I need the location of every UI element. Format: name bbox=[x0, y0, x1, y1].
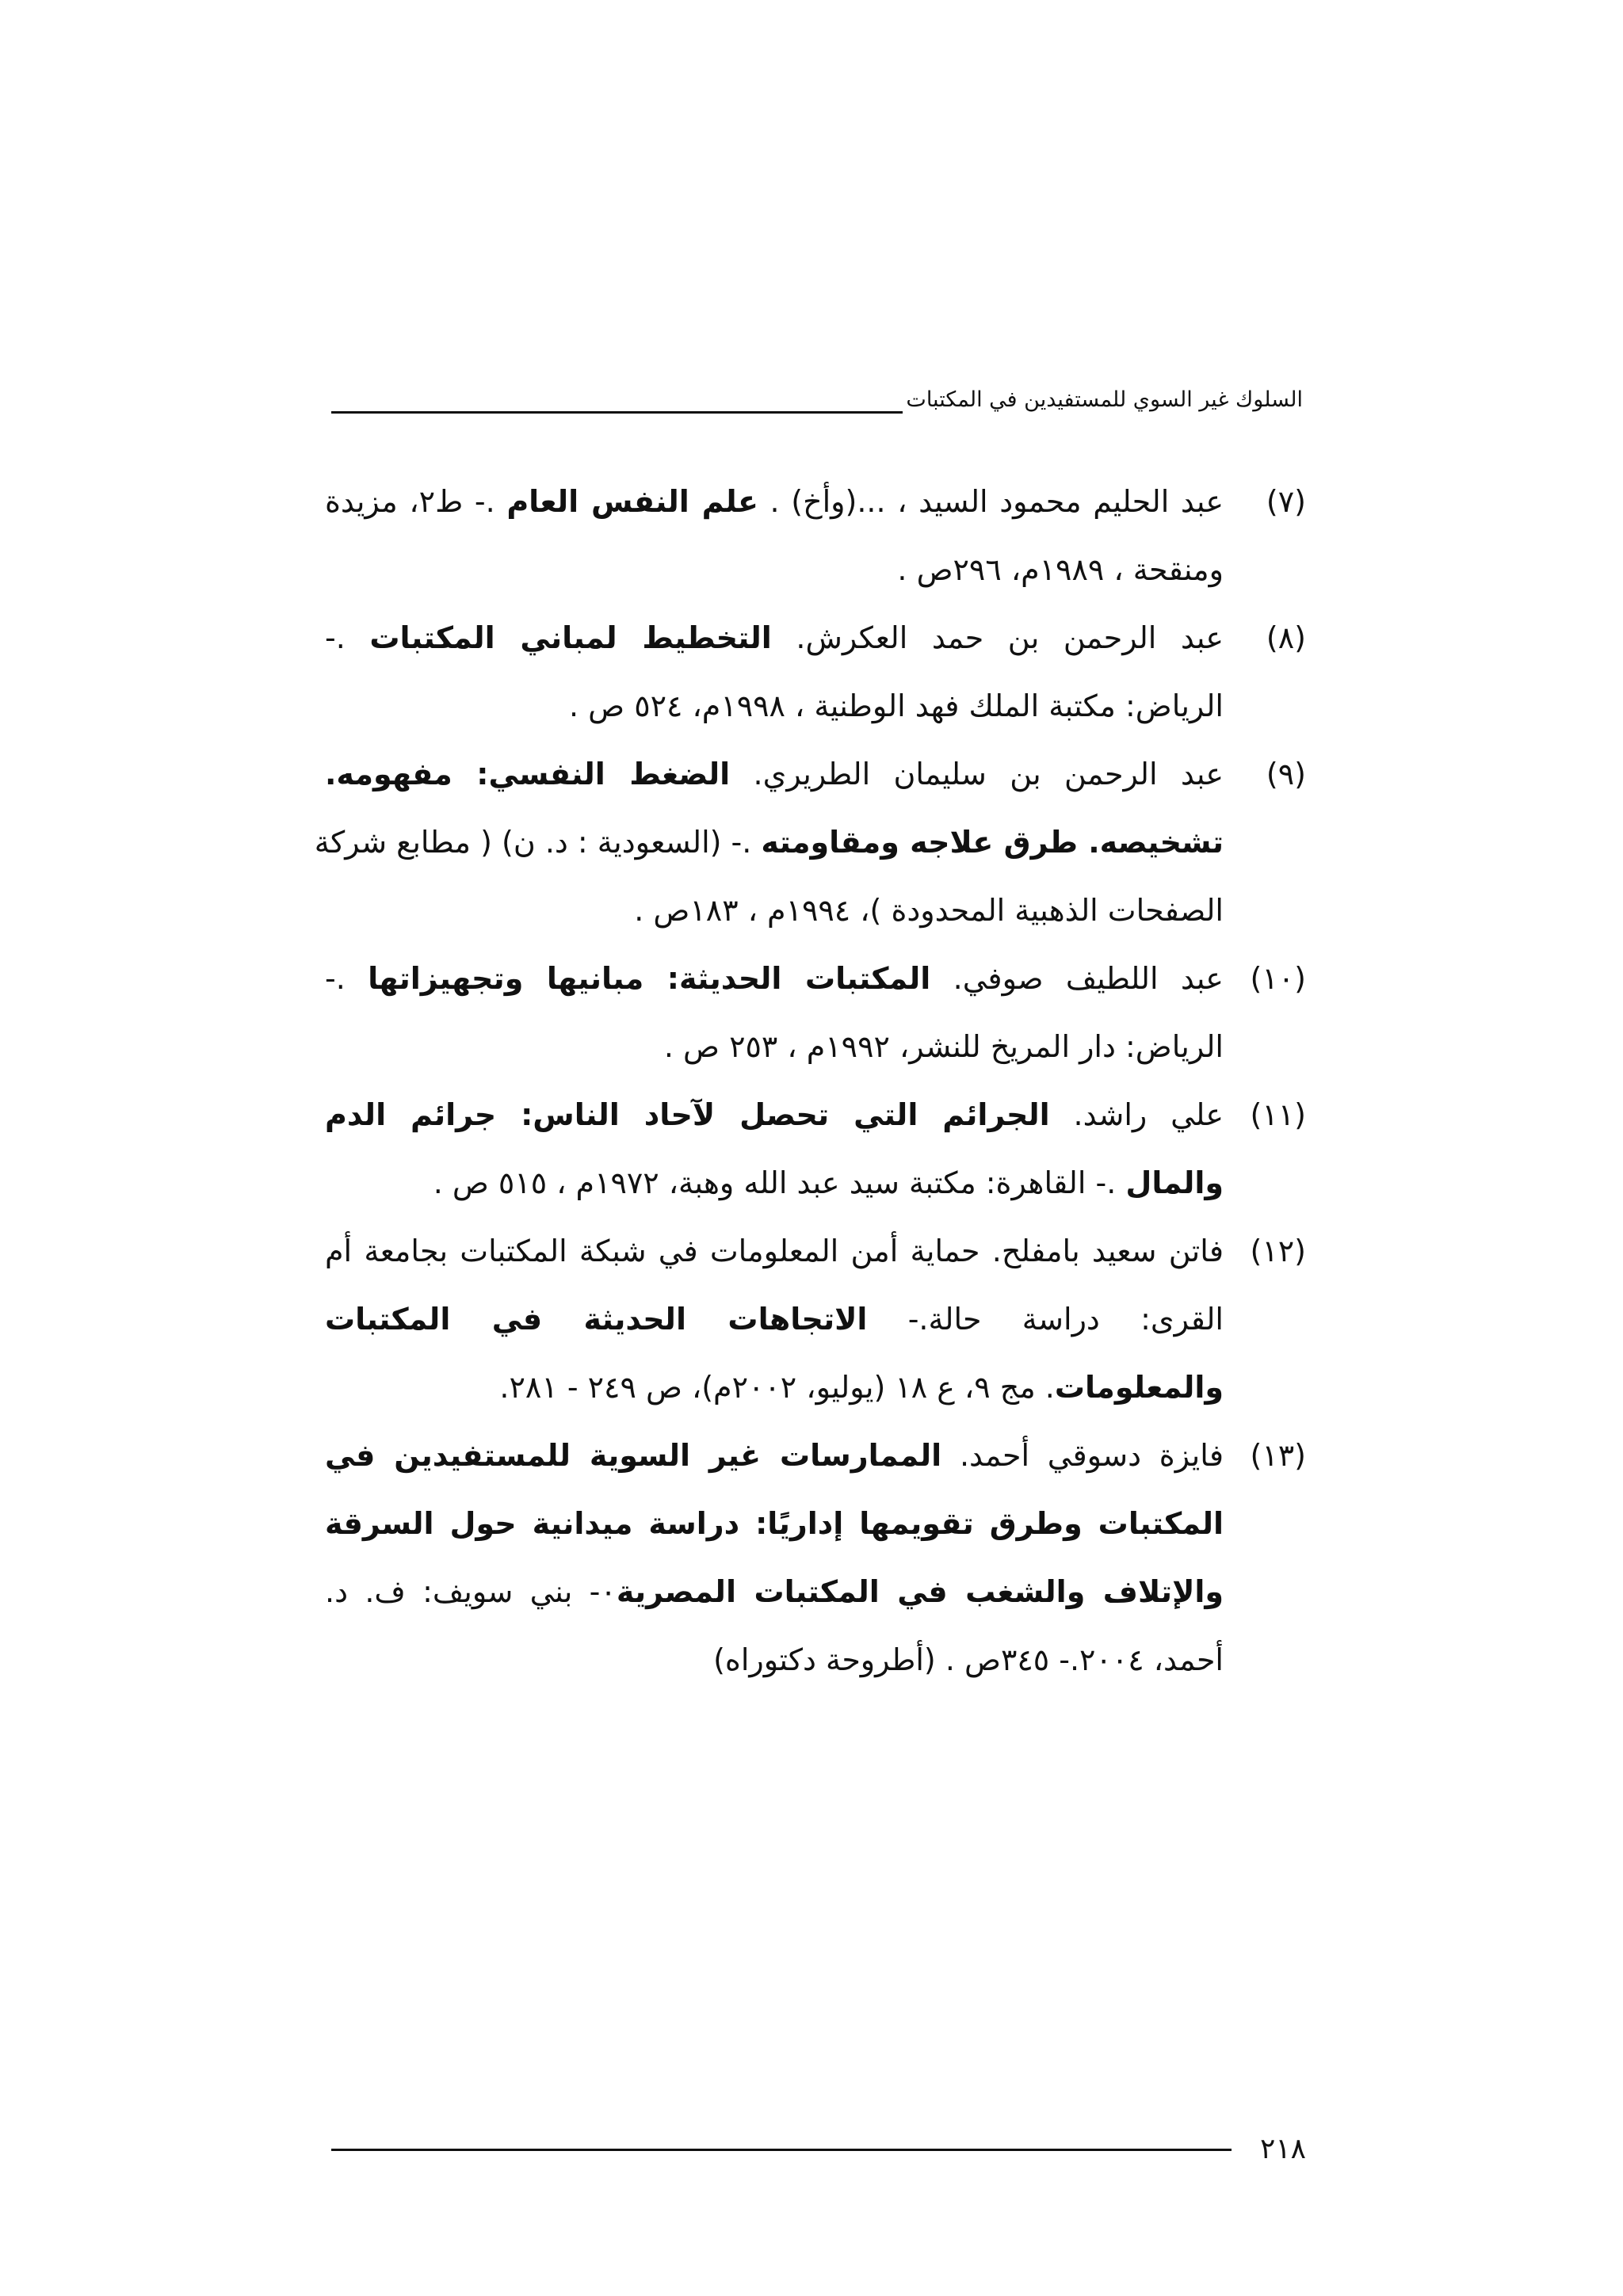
reference-text: عبد الحليم محمود السيد ، ...(وأخ) . bbox=[758, 484, 1224, 519]
reference-text: .- القاهرة: مكتبة سيد عبد الله وهبة، ١٩٧٢م ، ٥١٥ ص . bbox=[433, 1165, 1126, 1200]
reference-text: علي راشد. bbox=[1049, 1097, 1224, 1132]
reference-entry bbox=[325, 1081, 1306, 1217]
reference-entry bbox=[314, 740, 1306, 944]
reference-number: (٩) bbox=[1266, 757, 1306, 791]
reference-line bbox=[325, 1149, 1224, 1217]
page-footer bbox=[331, 2130, 1306, 2169]
reference-line bbox=[325, 672, 1224, 740]
reference-title: الممارسات غير السوية للمستفيدين في bbox=[325, 1438, 942, 1473]
running-title: السلوك غير السوي للمستفيدين في المكتبات bbox=[906, 387, 1303, 412]
reference-entry bbox=[325, 1421, 1306, 1694]
reference-text: . مج ٩، ع ١٨ (يوليو، ٢٠٠٢م)، ص ٢٤٩ - ٢٨١. bbox=[499, 1370, 1055, 1405]
reference-line bbox=[325, 876, 1224, 944]
reference-number: (٧) bbox=[1266, 484, 1306, 519]
reference-text: الصفحات الذهبية المحدودة )، ١٩٩٤م ، ١٨٣ص . bbox=[634, 893, 1224, 928]
reference-title: تشخيصه. طرق علاجه ومقاومته bbox=[761, 825, 1224, 860]
reference-title: المكتبات الحديثة: مبانيها وتجهيزاتها bbox=[368, 961, 931, 996]
reference-text: فاتن سعيد بامفلح. حماية أمن المعلومات في شبكة المكتبات بجامعة أم bbox=[325, 1234, 1224, 1268]
reference-number: (٨) bbox=[1266, 620, 1306, 655]
reference-entry bbox=[325, 604, 1306, 740]
reference-number: (١٠) bbox=[1250, 961, 1306, 996]
reference-title: المكتبات وطرق تقويمها إداريًا: دراسة ميدانية حول السرقة bbox=[325, 1506, 1224, 1541]
reference-number: (١٣) bbox=[1250, 1438, 1306, 1473]
reference-title: والإتلاف والشغب في المكتبات المصرية bbox=[616, 1574, 1224, 1609]
reference-line bbox=[325, 740, 1224, 808]
reference-line bbox=[325, 1626, 1224, 1694]
reference-line bbox=[325, 1013, 1224, 1081]
reference-text: عبد اللطيف صوفي. bbox=[930, 961, 1224, 996]
reference-entry bbox=[325, 1217, 1306, 1421]
reference-title: والمعلومات bbox=[1054, 1370, 1224, 1405]
reference-number: (١٢) bbox=[1250, 1234, 1306, 1268]
header-rule bbox=[331, 411, 903, 414]
reference-text: .- ط٢، مزيدة bbox=[325, 484, 507, 519]
reference-text: .- bbox=[325, 961, 369, 996]
reference-text: ومنقحة ، ١٩٨٩م، ٢٩٦ص . bbox=[897, 552, 1224, 587]
reference-list bbox=[314, 467, 1306, 1694]
reference-line bbox=[325, 1217, 1224, 1285]
reference-line bbox=[325, 604, 1224, 672]
reference-line bbox=[325, 1285, 1224, 1353]
reference-title: الضغط النفسي: مفهومه. bbox=[325, 757, 731, 791]
reference-line bbox=[314, 808, 1224, 876]
reference-title: التخطيط لمباني المكتبات bbox=[369, 620, 772, 655]
reference-text: .- bbox=[325, 620, 370, 655]
reference-text: عبد الرحمن بن سليمان الطريري. bbox=[730, 757, 1224, 791]
reference-number: (١١) bbox=[1250, 1097, 1306, 1132]
reference-line bbox=[325, 1421, 1224, 1489]
footer-rule bbox=[331, 2149, 1232, 2151]
page-number: ٢١٨ bbox=[1259, 2133, 1306, 2165]
reference-entry bbox=[325, 467, 1306, 604]
reference-text: .- (السعودية : د. ن) ( مطابع شركة bbox=[314, 825, 762, 860]
reference-line bbox=[325, 1081, 1224, 1149]
reference-text: أحمد، ٢٠٠٤.- ٣٤٥ص . (أطروحة دكتوراه) bbox=[713, 1642, 1224, 1677]
reference-line bbox=[325, 536, 1224, 604]
reference-entry bbox=[325, 944, 1306, 1081]
reference-title: علم النفس العام bbox=[506, 484, 758, 519]
reference-text: القرى: دراسة حالة.- bbox=[867, 1302, 1224, 1337]
reference-line bbox=[325, 467, 1224, 536]
reference-line bbox=[325, 1558, 1224, 1626]
running-header bbox=[331, 379, 1303, 414]
reference-line bbox=[325, 1489, 1224, 1558]
reference-text: ٠- بني سويف: ف. د. bbox=[325, 1574, 617, 1609]
reference-line bbox=[325, 944, 1224, 1013]
reference-text: الرياض: دار المريخ للنشر، ١٩٩٢م ، ٢٥٣ ص . bbox=[663, 1029, 1224, 1064]
reference-title: الجرائم التي تحصل لآحاد الناس: جرائم الدم bbox=[325, 1097, 1050, 1132]
reference-title: الاتجاهات الحديثة في المكتبات bbox=[325, 1302, 868, 1337]
reference-text: فايزة دسوقي أحمد. bbox=[941, 1438, 1224, 1473]
reference-title: والمال bbox=[1125, 1165, 1224, 1200]
reference-text: الرياض: مكتبة الملك فهد الوطنية ، ١٩٩٨م، ٥٢٤ ص . bbox=[569, 688, 1224, 723]
reference-line bbox=[325, 1353, 1224, 1421]
reference-text: عبد الرحمن بن حمد العكرش. bbox=[771, 620, 1224, 655]
